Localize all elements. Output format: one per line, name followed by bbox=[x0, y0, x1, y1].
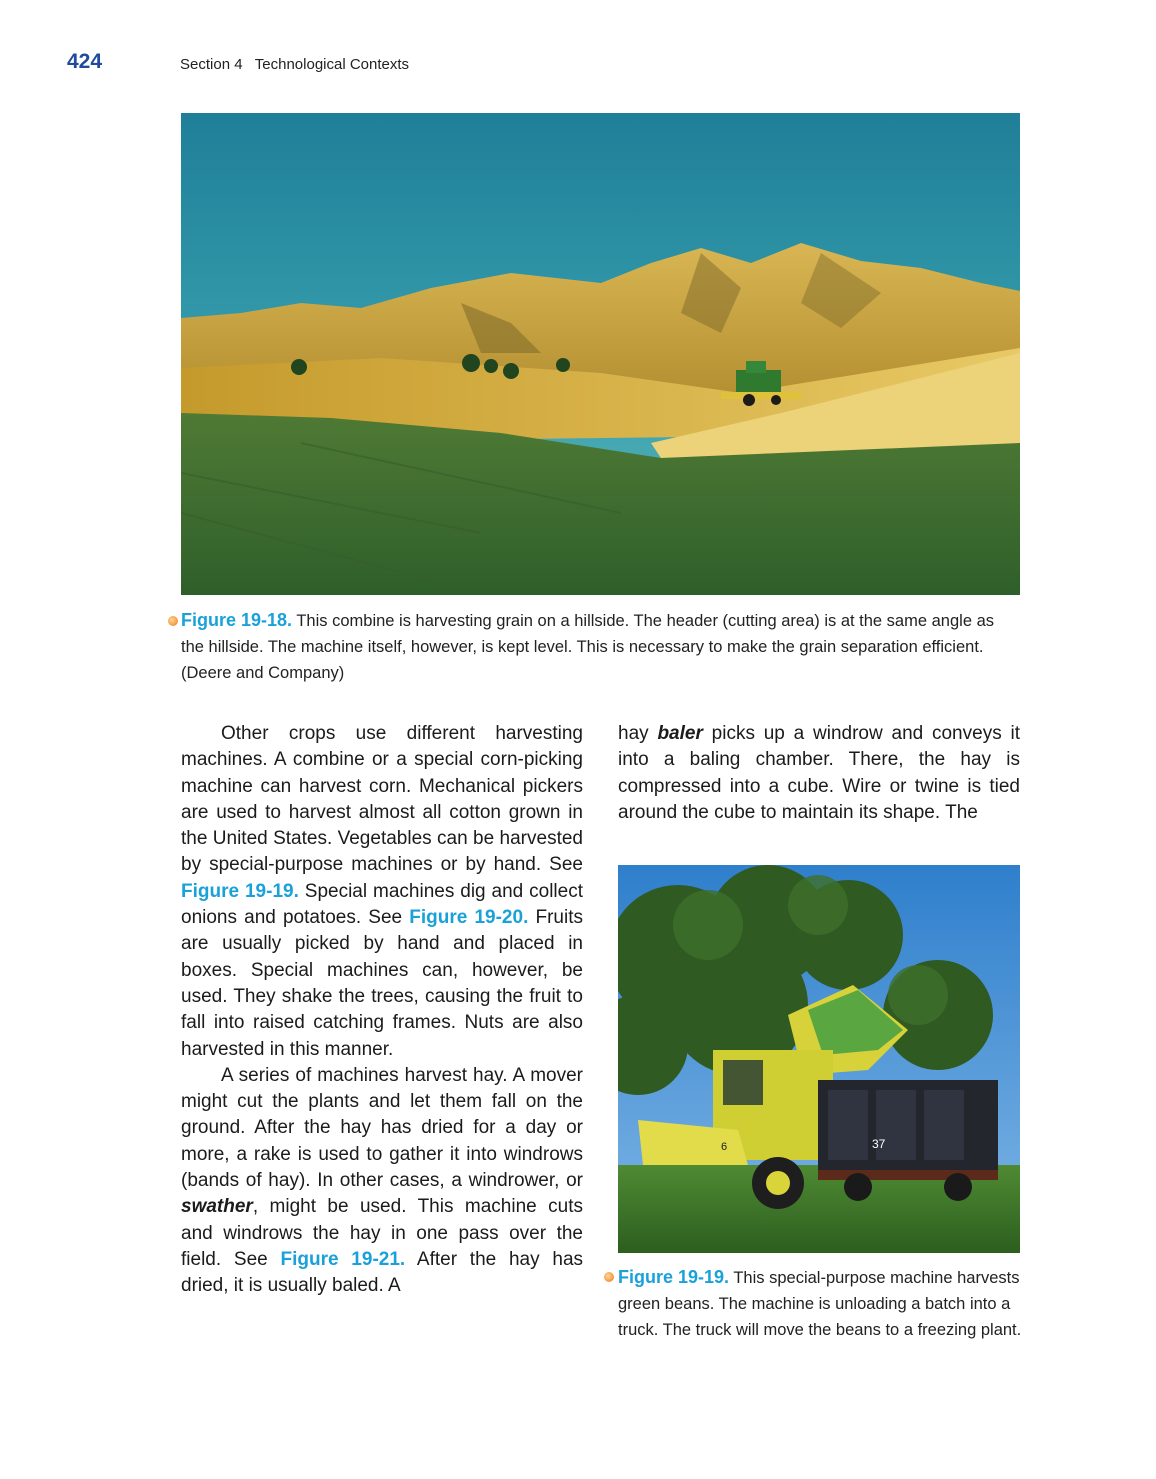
figure-19-18-caption bbox=[181, 607, 1011, 686]
figure-19-19-caption bbox=[618, 1264, 1026, 1343]
text-run: picks up a windrow and conveys it into a baling chamber. There, the hay is compressed into a cube. Wire or twine is tied around the cube to maintain its shape. The bbox=[618, 723, 1020, 823]
text-run: Other crops use different harvesting machines. A combine or a special corn-picking machine can harvest corn. Mechanical pickers are used to harvest almost all cotton grown in the United States. Vegetables can be harvested by special-purpose machines or by hand. See bbox=[181, 723, 583, 876]
figure-19-20-ref: Figure 19-20. bbox=[409, 907, 529, 929]
combine-hillside-photo bbox=[181, 113, 1020, 595]
figure-19-18-label: Figure 19-18. bbox=[181, 610, 293, 630]
term-baler: baler bbox=[657, 723, 703, 744]
text-run: hay bbox=[618, 723, 658, 744]
text-run: Fruits are usually picked by hand and placed in boxes. Special machines can, however, be used. They shake the trees, causing the fruit to fall into raised catching frames. Nuts are also harvested in this manner. bbox=[181, 907, 583, 1060]
paragraph-harvesting-machines bbox=[181, 721, 583, 1063]
truck-number: 37 bbox=[872, 1137, 886, 1151]
caption-bullet-icon bbox=[168, 616, 178, 626]
page-number: 424 bbox=[67, 50, 103, 73]
figure-19-19-label: Figure 19-19. bbox=[618, 1267, 730, 1287]
text-run: A series of machines harvest hay. A mover might cut the plants and let them fall on the ground. After the hay has dried for a day or more, a rake is used to gather it into windrows (bands of hay). In other cases, a windrower, or bbox=[181, 1064, 583, 1192]
paragraph-baler bbox=[618, 721, 1020, 826]
text-run: , might be used. This machine cuts and windrows the hay in one pass over the field. See bbox=[181, 1196, 583, 1270]
left-column-text bbox=[181, 721, 583, 1300]
term-swather: swather bbox=[181, 1196, 253, 1218]
figure-19-18-text: This combine is harvesting grain on a hillside. The header (cutting area) is at the same angle as the hillside. The machine itself, however, is kept level. This is necessary to make the grain separation efficient. (Deere and Company) bbox=[181, 612, 995, 682]
machine-number: 6 bbox=[721, 1141, 728, 1153]
right-column-text bbox=[618, 721, 1020, 826]
figure-19-19-ref: Figure 19-19. bbox=[181, 880, 299, 902]
text-run: After the hay has dried, it is usually baled. A bbox=[181, 1248, 584, 1297]
caption-bullet-icon bbox=[604, 1272, 614, 1282]
running-head: Section 4 Technological Contexts bbox=[180, 56, 410, 73]
figure-19-19-text: This special-purpose machine harvests green beans. The machine is unloading a batch into a truck. The truck will move the beans to a freezing plant. bbox=[618, 1269, 1022, 1339]
figure-19-21-ref: Figure 19-21. bbox=[280, 1248, 406, 1270]
bean-harvester-photo bbox=[618, 865, 1020, 1253]
paragraph-hay-machines bbox=[181, 1063, 583, 1300]
text-run: Special machines dig and collect onions and potatoes. See bbox=[181, 880, 583, 929]
